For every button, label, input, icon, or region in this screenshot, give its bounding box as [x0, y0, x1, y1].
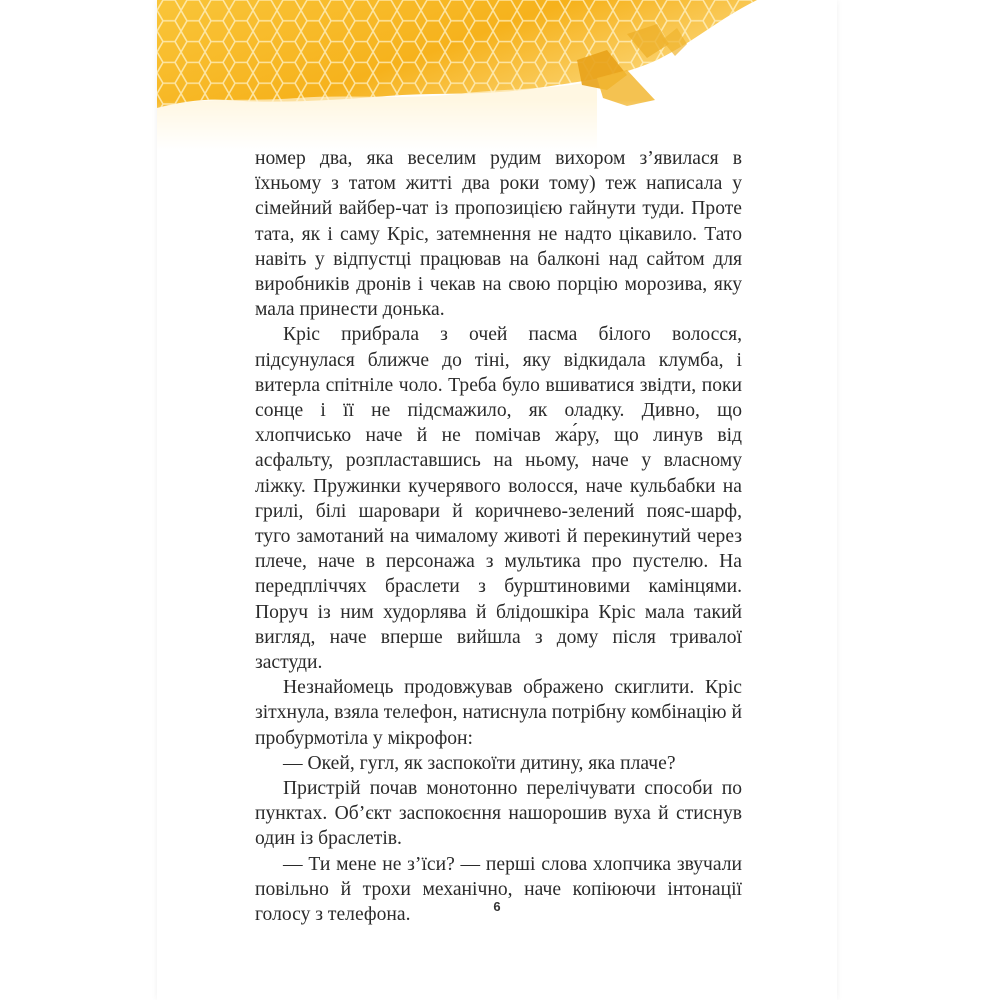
paragraph: Незнайомець продовжував ображено скиглити. Кріс зітхнула, взяла телефон, натиснула потрібну комбінацію й пробурмотіла у мікрофон:	[255, 677, 742, 749]
honeycomb-illustration	[157, 0, 837, 150]
paragraph: Кріс прибрала з очей пасма білого волосся, підсунулася ближче до тіні, яку відкидала клумба, і витерла спітніле чоло. Треба було вшиватися звідти, поки сонце і її не підсмажило, як оладку. Дивно, що хлопчисько наче й не помічав жа́ру, що линув від асфальту, розпластавшись на ньому, наче у власному ліжку. Пружинки кучерявого волосся, наче кульбабки на грилі, білі шаровари й коричнево-зелений пояс-шарф, туго замотаний на чималому животі й перекинутий через плече, наче в персонажа з мультика про пустелю. На передпліччях браслети з бурштиновими камінцями. Поруч із ним худорлява й блідошкіра Кріс мала такий вигляд, наче вперше вийшла з дому після тривалої застуди.	[255, 324, 742, 674]
page-number: 6	[493, 899, 501, 914]
book-page	[157, 0, 837, 1000]
dialogue-line: — Окей, гугл, як заспокоїти дитину, яка плаче?	[283, 752, 676, 774]
dialogue-line: — Ти мене не з’їси? — перші слова хлопчика звучали повільно й трохи механічно, наче копіюючи інтонації голосу з телефона.	[255, 853, 742, 926]
paragraph: номер два, яка веселим рудим вихором з’явилася в їхньому з татом житті два роки тому) теж написала у сімейний вайбер-чат із пропозицією гайнути туди. Проте тата, як і саму Кріс, затемнення не надто цікавило. Тато навіть у відпустці працював на балконі над сайтом для виробників дронів і чекав на свою порцію морозива, яку мала принести донька.	[255, 148, 742, 321]
body-text	[255, 146, 742, 927]
paragraph: Пристрій почав монотонно перелічувати способи по пунктах. Об’єкт заспокоєння нашорошив вуха й стиснув один із браслетів.	[255, 778, 742, 850]
